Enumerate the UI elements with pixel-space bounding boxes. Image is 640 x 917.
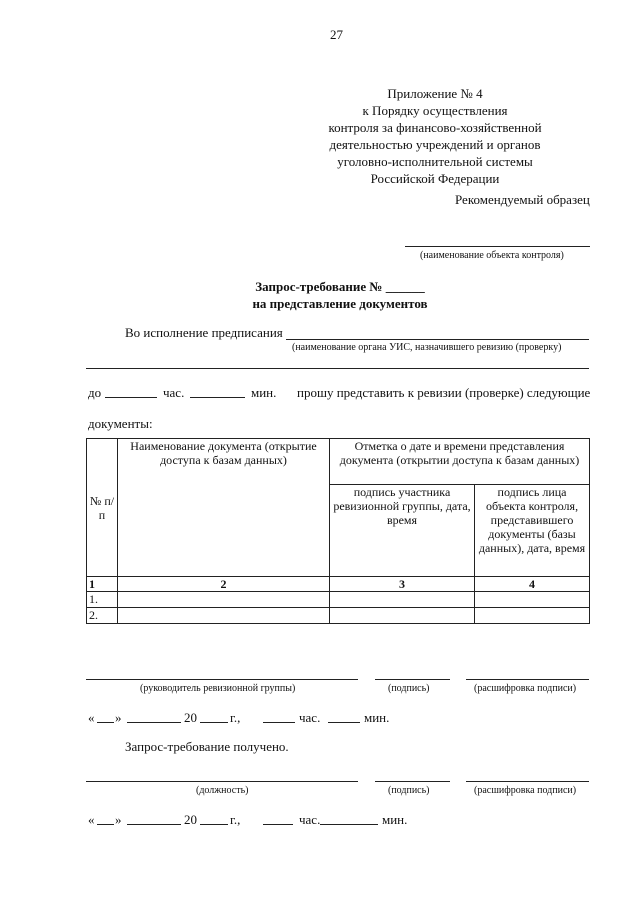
prescription-line[interactable] xyxy=(286,339,589,340)
index-cell: 4 xyxy=(475,577,590,592)
decoding-caption-2: (расшифровка подписи) xyxy=(474,785,577,796)
index-cell: 2 xyxy=(118,577,330,592)
signature-line-2[interactable] xyxy=(375,781,450,782)
date-hours-label: час. xyxy=(299,710,321,725)
prescription-caption: (наименование органа УИС, назначившего ревизию (проверку) xyxy=(292,342,562,353)
leader-line[interactable] xyxy=(86,679,358,680)
title-line-1: Запрос-требование № ______ xyxy=(255,279,425,294)
row-cell[interactable] xyxy=(475,608,590,624)
date-open-quote: « xyxy=(88,710,95,725)
date2-hours-label: час. xyxy=(299,812,321,827)
deadline-do: до xyxy=(88,385,102,400)
appendix-line: Приложение № 4 xyxy=(387,86,483,101)
date2-year-field[interactable] xyxy=(200,824,228,825)
prescription-line-2[interactable] xyxy=(86,368,589,369)
index-cell: 1 xyxy=(87,577,118,592)
decoding-line-2[interactable] xyxy=(466,781,589,782)
prescription-text: Во исполнение предписания xyxy=(125,325,283,340)
header-sign-object: подпись лица объекта контроля, представившего документы (базы данных), дата, время xyxy=(475,485,590,577)
header-sign-group: подпись участника ревизионной группы, дата, время xyxy=(330,485,475,577)
table-index-row xyxy=(87,577,590,592)
date2-minutes-label: мин. xyxy=(382,812,408,827)
page-number: 27 xyxy=(330,27,343,42)
table-row xyxy=(87,608,590,624)
header-doc-name: Наименование документа (открытие доступа к базам данных) xyxy=(118,439,330,577)
date-month-field[interactable] xyxy=(127,722,181,723)
row-cell[interactable] xyxy=(330,592,475,608)
recommended-sample: Рекомендуемый образец xyxy=(455,192,590,207)
date2-open-quote: « xyxy=(88,812,95,827)
date-minutes-label: мин. xyxy=(364,710,390,725)
deadline-continuation: документы: xyxy=(88,416,153,431)
date-year-field[interactable] xyxy=(200,722,228,723)
row-cell[interactable] xyxy=(118,592,330,608)
title-line-2: на представление документов xyxy=(252,296,428,311)
date2-year-suffix: г., xyxy=(230,812,241,827)
row-cell[interactable] xyxy=(475,592,590,608)
appendix-line: Российской Федерации xyxy=(370,171,500,186)
received-text: Запрос-требование получено. xyxy=(125,739,289,754)
appendix-line: к Порядку осуществления xyxy=(362,103,508,118)
header-num: № п/п xyxy=(87,439,118,577)
date-hours-field[interactable] xyxy=(263,722,295,723)
table-row xyxy=(87,592,590,608)
appendix-line: уголовно-исполнительной системы xyxy=(337,154,533,169)
signature-line[interactable] xyxy=(375,679,450,680)
date2-month-field[interactable] xyxy=(127,824,181,825)
date2-minutes-field[interactable] xyxy=(320,824,378,825)
object-name-caption: (наименование объекта контроля) xyxy=(420,250,564,261)
deadline-hours-label: час. xyxy=(163,385,185,400)
deadline-minutes-field[interactable] xyxy=(190,397,245,398)
appendix-line: деятельностью учреждений и органов xyxy=(329,137,541,152)
leader-caption: (руководитель ревизионной группы) xyxy=(140,683,296,694)
documents-table xyxy=(86,438,590,624)
signature-caption-2: (подпись) xyxy=(388,785,430,796)
row-number: 1. xyxy=(87,592,118,608)
date2-hours-field[interactable] xyxy=(263,824,293,825)
deadline-hours-field[interactable] xyxy=(105,397,157,398)
row-number: 2. xyxy=(87,608,118,624)
date-year-suffix: г., xyxy=(230,710,241,725)
date-minutes-field[interactable] xyxy=(328,722,360,723)
decoding-caption: (расшифровка подписи) xyxy=(474,683,577,694)
document-title xyxy=(220,278,460,312)
date-close-quote: » xyxy=(115,710,122,725)
row-cell[interactable] xyxy=(330,608,475,624)
date2-day-field[interactable] xyxy=(97,824,114,825)
date-year-prefix: 20 xyxy=(184,710,197,725)
position-line[interactable] xyxy=(86,781,358,782)
deadline-text: прошу представить к ревизии (проверке) следующие xyxy=(297,385,591,400)
position-caption: (должность) xyxy=(196,785,249,796)
appendix-block xyxy=(300,85,570,187)
object-name-line[interactable] xyxy=(405,246,590,247)
appendix-line: контроля за финансово-хозяйственной xyxy=(328,120,542,135)
decoding-line[interactable] xyxy=(466,679,589,680)
header-mark: Отметка о дате и времени представления документа (открытии доступа к базам данных) xyxy=(330,439,590,485)
date-day-field[interactable] xyxy=(97,722,114,723)
signature-caption: (подпись) xyxy=(388,683,430,694)
index-cell: 3 xyxy=(330,577,475,592)
date2-close-quote: » xyxy=(115,812,122,827)
date2-year-prefix: 20 xyxy=(184,812,197,827)
deadline-minutes-label: мин. xyxy=(251,385,277,400)
row-cell[interactable] xyxy=(118,608,330,624)
